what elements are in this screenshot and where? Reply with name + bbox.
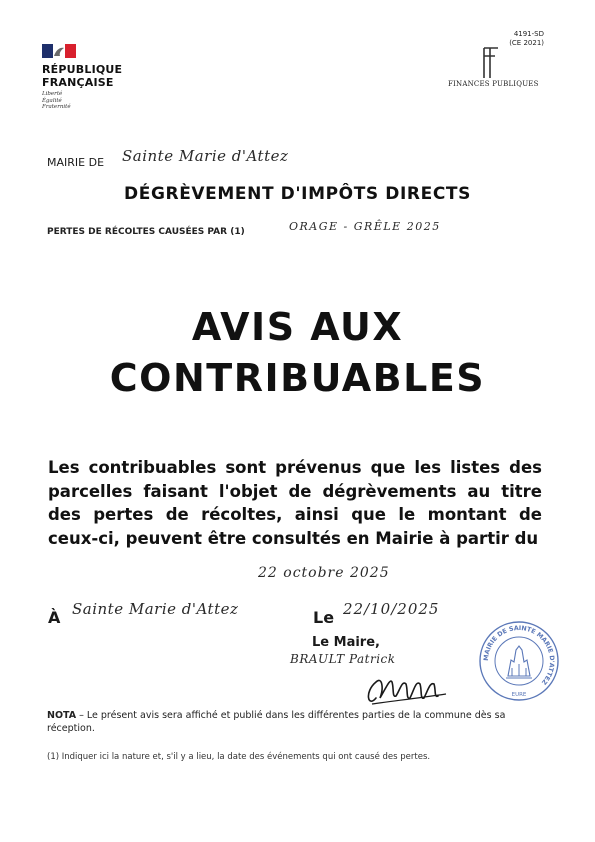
signature-date-handwritten: 22/10/2025 [343, 600, 440, 618]
republique-francaise: RÉPUBLIQUE FRANÇAISE [42, 63, 123, 89]
consultation-date-handwritten: 22 octobre 2025 [258, 565, 390, 581]
place-label: À [48, 608, 61, 627]
mairie-name-handwritten: Sainte Marie d'Attez [122, 147, 289, 165]
nota-label: NOTA [47, 710, 77, 721]
finances-publiques-logo [481, 46, 501, 80]
avis-body: Les contribuables sont prévenus que les listes des parcelles faisant l'objet de dégrèvements au titre des pertes de récoltes, ainsi que le montant de ceux-ci, peuvent être consultés en Mairie à partir du [48, 458, 542, 548]
maire-title: Le Maire, [312, 635, 380, 650]
nota-paragraph [47, 709, 517, 735]
form-code: 4191-SD (CE 2021) [509, 30, 544, 47]
marianne-logo [42, 44, 76, 58]
footnote: (1) Indiquer ici la nature et, s'il y a lieu, la date des événements qui ont causé des pertes. [47, 752, 431, 762]
date-label: Le [313, 608, 335, 627]
svg-text:MAIRIE DE SAINTE MARIE D'ATTEZ [483, 625, 555, 686]
stamp-bottom-text: EURE [511, 692, 527, 698]
avis-title: AVIS AUX CONTRIBUABLES [109, 305, 486, 400]
mairie-stamp [478, 620, 560, 702]
finances-publiques-label: FINANCES PUBLIQUES [448, 80, 539, 88]
pertes-cause-handwritten: ORAGE - GRÊLE 2025 [289, 220, 441, 233]
nota-text: – Le présent avis sera affiché et publié dans les différentes parties de la commune dès sa réception. [47, 710, 506, 734]
handwritten-signature [362, 668, 452, 712]
mairie-label: MAIRIE DE [47, 156, 105, 169]
maire-name-handwritten: BRAULT Patrick [290, 652, 396, 666]
pertes-label: PERTES DE RÉCOLTES CAUSÉES PAR (1) [47, 227, 245, 237]
stamp-text: MAIRIE DE SAINTE MARIE D'ATTEZ [482, 624, 556, 686]
republic-motto: Liberté Égalité Fraternité [42, 91, 71, 110]
document-title: DÉGRÈVEMENT D'IMPÔTS DIRECTS [124, 184, 471, 204]
place-handwritten: Sainte Marie d'Attez [72, 600, 239, 618]
